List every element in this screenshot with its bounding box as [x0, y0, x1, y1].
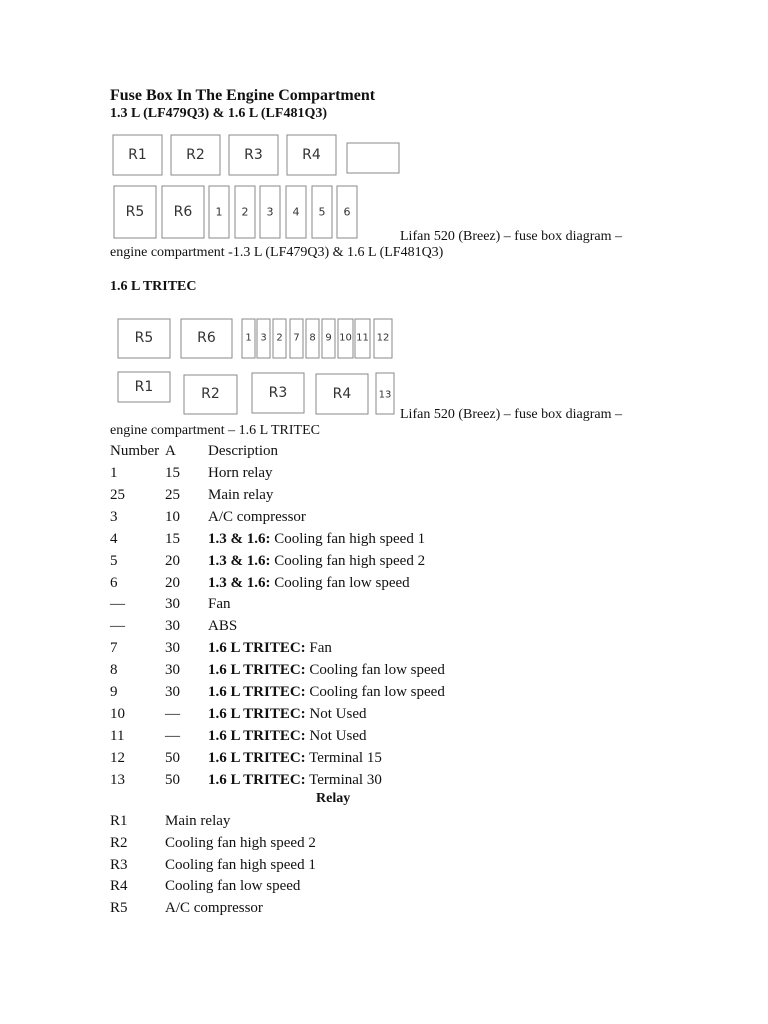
relay-label: R1: [134, 379, 154, 395]
fuse-description-text: Fan: [208, 596, 231, 613]
fuse-description-text: Cooling fan low speed: [305, 684, 445, 700]
header-amp: A: [165, 443, 176, 459]
fuse-label: 3: [266, 205, 274, 219]
fuse-description: [208, 750, 382, 767]
fuse-amperage: 30: [165, 640, 180, 657]
table-row: [110, 640, 670, 662]
table-row: [110, 575, 670, 597]
fuse-description-text: Terminal 30: [305, 771, 382, 788]
relay-description: A/C compressor: [165, 900, 263, 917]
relay-id: R2: [110, 834, 128, 851]
relay-label: R6: [197, 330, 216, 346]
relay-label: R2: [201, 386, 220, 402]
fuse-amperage: 30: [165, 618, 180, 635]
relay-row: [110, 900, 670, 922]
fuse-label: 2: [241, 205, 249, 219]
relay-label: R5: [125, 204, 145, 220]
relay-description: Cooling fan low speed: [165, 878, 301, 895]
fuse-description-text: A/C compressor: [208, 508, 306, 525]
fuse-number: 8: [110, 662, 118, 679]
fuse-label: 3: [260, 332, 267, 344]
diagram-caption-2b: engine compartment – 1.6 L TRITEC: [110, 423, 320, 438]
fuse-description-text: ABS: [208, 618, 238, 635]
fuse-box-diagram-2: [110, 310, 410, 420]
fuse-number: 5: [110, 552, 118, 569]
fuse-description-text: Cooling fan low speed: [270, 574, 410, 591]
relay-label: R1: [128, 147, 147, 163]
fuse-description-text: Not Used: [305, 705, 367, 722]
table-row: [110, 553, 670, 575]
relay-label: R6: [173, 204, 193, 220]
fuse-label: 10: [339, 332, 352, 344]
fuse-label: 1: [215, 205, 223, 219]
table-header: [110, 443, 670, 465]
fuse-number: 7: [110, 640, 118, 657]
table-row: [110, 487, 670, 509]
fuse-description: [208, 772, 382, 789]
page-title: Fuse Box In The Engine Compartment: [110, 87, 376, 104]
relay-label: R4: [332, 386, 352, 402]
relay-id: R5: [110, 900, 128, 917]
engine-prefix: 1.6 L TRITEC:: [208, 662, 306, 679]
relay-description: Cooling fan high speed 1: [165, 856, 316, 873]
fuse-label: 13: [378, 389, 392, 401]
fuse-number: 10: [110, 705, 125, 722]
fuse-description: [208, 553, 425, 570]
fuse-description-text: Cooling fan high speed 2: [270, 552, 426, 569]
fuse-description: [208, 684, 445, 701]
fuse-label: 2: [276, 332, 283, 344]
fuse-description-text: Main relay: [208, 486, 274, 503]
header-description: Description: [208, 443, 278, 459]
fuse-label: 7: [293, 332, 300, 344]
table-row: [110, 531, 670, 553]
table-row: [110, 772, 670, 794]
fuse-description: [208, 728, 367, 745]
fuse-amperage: 10: [165, 508, 180, 525]
fuse-description: [208, 596, 231, 613]
fuse-amperage: 30: [165, 684, 180, 700]
fuse-number: 6: [110, 574, 118, 591]
relay-heading: Relay: [316, 791, 351, 806]
fuse-box-diagram-1: [110, 130, 410, 242]
fuse-description: [208, 640, 332, 657]
fuse-description-text: Horn relay: [208, 465, 273, 481]
fuse-description: [208, 575, 410, 592]
fuse-number: 11: [110, 727, 125, 744]
fuse-number: 4: [110, 530, 118, 547]
relay-row: [110, 835, 670, 857]
fuse-description: [208, 465, 273, 482]
fuse-label: 11: [356, 332, 369, 344]
diagram-caption-1a: Lifan 520 (Breez) – fuse box diagram –: [400, 229, 622, 244]
empty-slot: [347, 143, 399, 173]
fuse-amperage: 25: [165, 486, 180, 503]
relay-row: [110, 813, 670, 835]
diagram-caption-2a: Lifan 520 (Breez) – fuse box diagram –: [400, 407, 622, 422]
fuse-description-text: Not Used: [305, 727, 367, 744]
relay-label: R2: [186, 147, 205, 163]
table-row: [110, 618, 670, 640]
fuse-number: 9: [110, 684, 118, 700]
table-row: [110, 662, 670, 684]
engine-prefix: 1.6 L TRITEC:: [208, 771, 306, 788]
engine-prefix: 1.6 L TRITEC:: [208, 749, 306, 766]
fuse-amperage: 20: [165, 574, 180, 591]
fuse-label: 12: [376, 332, 390, 344]
fuse-label: 9: [325, 332, 332, 344]
relay-label: R5: [134, 330, 154, 346]
fuse-number: 25: [110, 486, 125, 503]
engine-prefix: 1.3 & 1.6:: [208, 530, 271, 547]
relay-description: Main relay: [165, 813, 231, 829]
fuse-amperage: —: [165, 705, 180, 722]
fuse-description-text: Cooling fan high speed 1: [270, 530, 426, 547]
engine-prefix: 1.6 L TRITEC:: [208, 640, 306, 657]
header-number: Number: [110, 443, 160, 459]
fuse-description-text: Terminal 15: [305, 749, 382, 766]
fuse-number: 1: [110, 465, 118, 481]
fuse-amperage: 50: [165, 749, 180, 766]
fuse-amperage: 50: [165, 771, 180, 788]
fuse-amperage: 20: [165, 552, 180, 569]
table-row: [110, 728, 670, 750]
fuse-amperage: —: [165, 727, 180, 744]
fuse-number: —: [110, 596, 125, 613]
table-row: [110, 706, 670, 728]
fuse-label: 8: [309, 332, 316, 344]
fuse-description: [208, 487, 273, 504]
fuse-number: 3: [110, 508, 118, 525]
relay-id: R3: [110, 856, 128, 873]
fuse-label: 5: [318, 205, 326, 219]
relay-id: R4: [110, 878, 128, 895]
table-row: [110, 750, 670, 772]
engine-prefix: 1.6 L TRITEC:: [208, 727, 306, 744]
relay-id: R1: [110, 813, 128, 829]
section-title-tritec: 1.6 L TRITEC: [110, 279, 197, 294]
engine-prefix: 1.6 L TRITEC:: [208, 705, 306, 722]
table-row: [110, 684, 670, 706]
fuse-label: 4: [292, 205, 300, 219]
table-row: [110, 465, 670, 487]
table-row: [110, 509, 670, 531]
fuse-number: 12: [110, 749, 125, 766]
table-row: [110, 596, 670, 618]
relay-row: [110, 857, 670, 879]
engine-prefix: 1.6 L TRITEC:: [208, 684, 306, 700]
fuse-description: [208, 706, 367, 723]
relay-description: Cooling fan high speed 2: [165, 834, 316, 851]
fuse-amperage: 15: [165, 530, 180, 547]
fuse-amperage: 30: [165, 596, 180, 613]
relay-row: [110, 878, 670, 900]
relay-label: R3: [244, 147, 263, 163]
section-subtitle-engines: 1.3 L (LF479Q3) & 1.6 L (LF481Q3): [110, 106, 327, 121]
fuse-description: [208, 509, 306, 526]
fuse-label: 6: [343, 205, 351, 219]
fuse-number: 13: [110, 771, 125, 788]
fuse-description: [208, 531, 425, 548]
fuse-amperage: 30: [165, 662, 180, 679]
fuse-label: 1: [245, 332, 252, 344]
relay-label: R4: [302, 147, 321, 163]
diagram-caption-1b: engine compartment -1.3 L (LF479Q3) & 1.6 L (LF481Q3): [110, 245, 444, 260]
fuse-number: —: [110, 618, 125, 635]
engine-prefix: 1.3 & 1.6:: [208, 574, 271, 591]
fuse-description: [208, 662, 445, 679]
fuse-amperage: 15: [165, 465, 180, 481]
relay-label: R3: [268, 385, 288, 401]
engine-prefix: 1.3 & 1.6:: [208, 552, 271, 569]
fuse-description: [208, 618, 237, 635]
fuse-description-text: Fan: [305, 640, 332, 657]
fuse-description-text: Cooling fan low speed: [305, 662, 445, 679]
